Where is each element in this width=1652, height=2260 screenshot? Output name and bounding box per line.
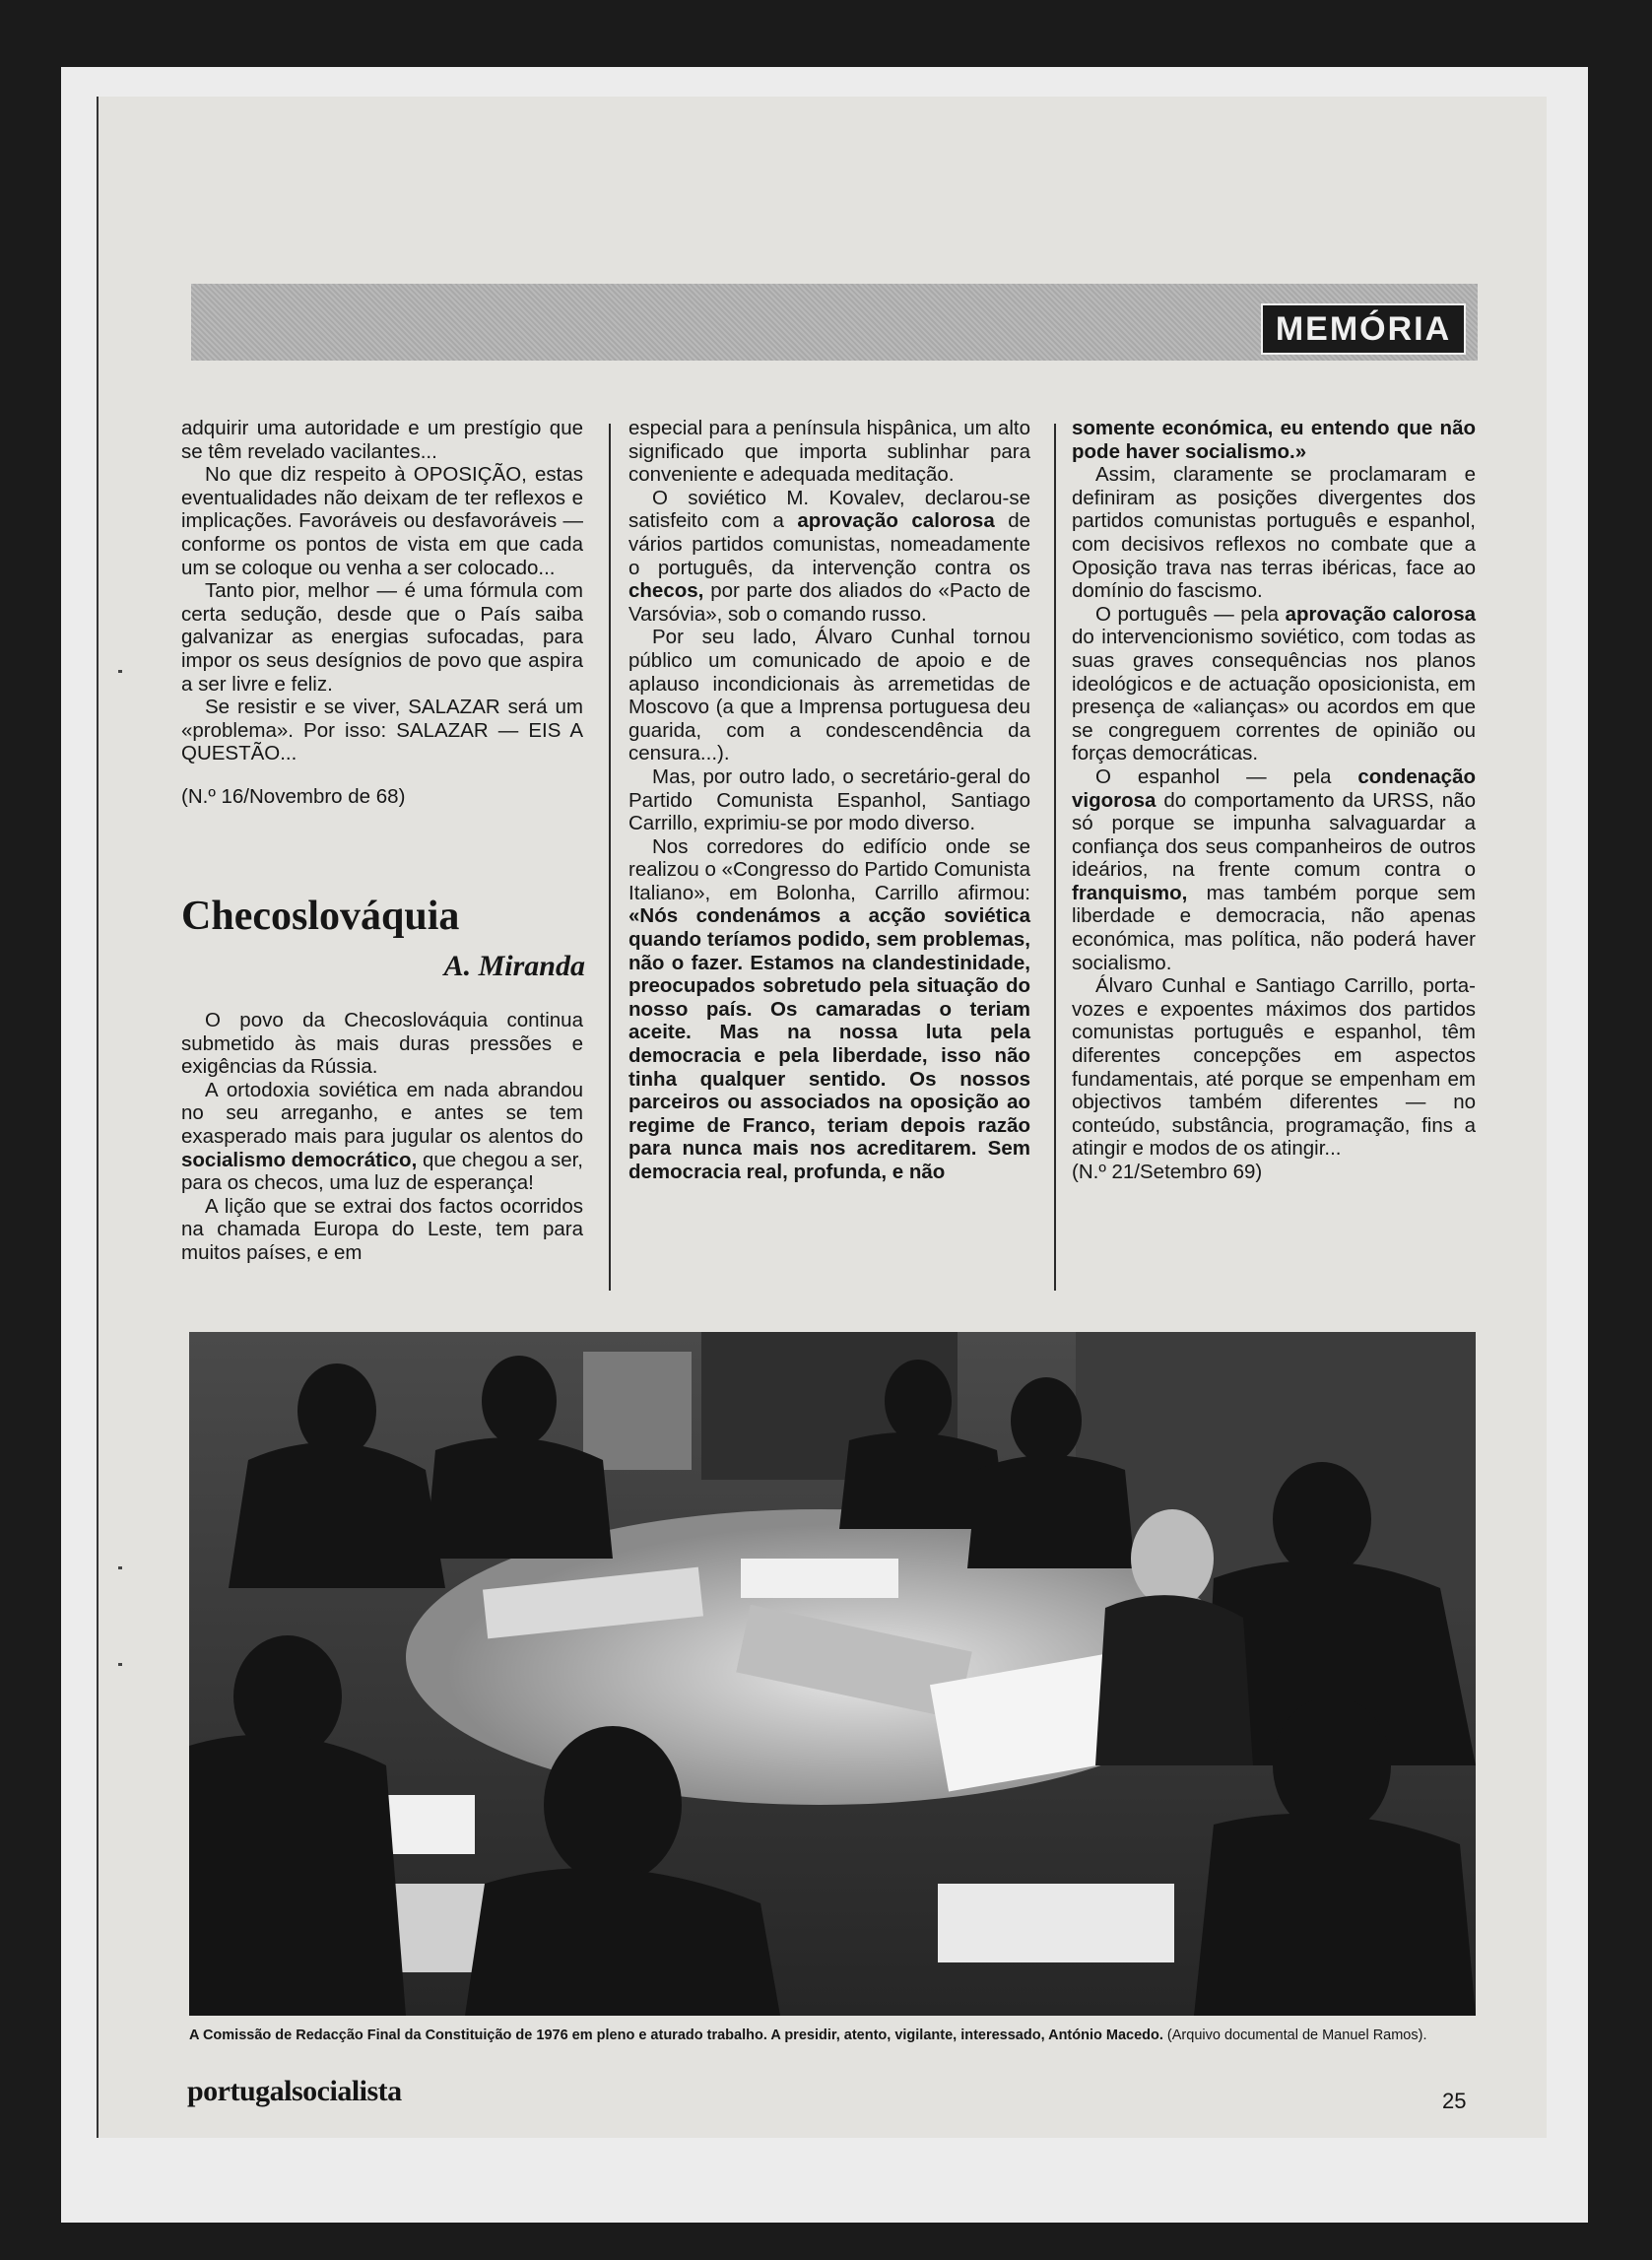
emphasis: socialismo democrático,	[181, 1148, 418, 1171]
paragraph: O povo da Checoslováquia continua submetido às mais duras pressões e exigências da Rússia.	[181, 1009, 583, 1079]
column-1-article	[181, 1009, 583, 1265]
paragraph: A ortodoxia soviética em nada abrandou no seu arreganho, e antes se tem exasperado mais para jugular os alentos do socialismo democrático, que chegou a ser, para os checos, uma luz de esperança!	[181, 1078, 583, 1195]
page-number: 25	[1442, 2089, 1467, 2113]
section-tag: MEMÓRIA	[1261, 303, 1466, 355]
emphasis: aprovação calorosa	[1285, 602, 1476, 626]
column-1	[181, 417, 583, 809]
column-divider	[1054, 424, 1056, 1291]
paragraph: especial para a península hispânica, um alto significado que importa sublinhar para conveniente e adequada meditação.	[628, 417, 1030, 487]
issue-reference: (N.º 21/Setembro 69)	[1072, 1161, 1263, 1183]
paragraph: Nos corredores do edifício onde se realizou o «Congresso do Partido Comunista Italiano», em Bolonha, Carrillo afirmou: «Nós condenámos a acção soviética quando teríamos podido, sem problemas, não o fazer. Estamos na clandestinidade, preocupados sobretudo pela situação do nosso país. Os camaradas o teriam aceite. Mas na nossa luta pela democracia e pela liberdade, isso não tinha qualquer sentido. Os nossos parceiros ou associados na oposição ao regime de Franco, teriam depois razão para nunca mais nos acreditarem. Sem democracia real, profunda, e não	[628, 834, 1030, 1183]
scan-mark	[118, 1663, 122, 1666]
paragraph: Tanto pior, melhor — é uma fórmula com certa sedução, desde que o País saiba galvanizar as energias sufocadas, para impor os seus desígnios de povo que aspira a ser livre e feliz.	[181, 579, 583, 696]
paragraph: O soviético M. Kovalev, declarou-se satisfeito com a aprovação calorosa de vários partidos comunistas, nomeadamente o português, da intervenção contra os checos, por parte dos aliados do «Pacto de Varsóvia», sob o comando russo.	[628, 486, 1030, 626]
paragraph: Por seu lado, Álvaro Cunhal tornou público um comunicado de apoio e de aplauso incondicionais às arremetidas de Moscovo (a que a Imprensa portuguesa deu guarida, com a condescendência da censura...).	[628, 626, 1030, 765]
paragraph: Mas, por outro lado, o secretário-geral do Partido Comunista Espanhol, Santiago Carrillo, exprimiu-se por modo diverso.	[628, 764, 1030, 835]
article-author: A. Miranda	[443, 950, 585, 982]
quote: somente económica, eu entendo que não pode haver socialismo.»	[1072, 417, 1476, 463]
scan-mark	[118, 670, 122, 673]
scan-mark	[118, 1566, 122, 1569]
paragraph: Se resistir e se viver, SALAZAR será um «problema». Por isso: SALAZAR — EIS A QUESTÃO...	[181, 696, 583, 765]
photo-caption: A Comissão de Redacção Final da Constituição de 1976 em pleno e aturado trabalho. A presidir, atento, vigilante, interessado, António Macedo. (Arquivo documental de Manuel Ramos).	[189, 2027, 1427, 2043]
photograph-image	[189, 1332, 1476, 2016]
publication-masthead: portugalsocialista	[187, 2075, 402, 2107]
paragraph: Álvaro Cunhal e Santiago Carrillo, porta-vozes e expoentes máximos dos partidos comunistas português e espanhol, têm diferentes concepções em aspectos fundamentais, até porque se empenham em objectivos também diferentes — no conteúdo, substância, programação, fins a atingir e modos de os atingir...	[1072, 974, 1476, 1161]
emphasis: checos,	[628, 579, 704, 603]
emphasis: franquismo,	[1072, 881, 1188, 904]
emphasis: aprovação calorosa	[797, 509, 995, 533]
column-2	[628, 417, 1030, 1184]
paragraph: No que diz respeito à OPOSIÇÃO, estas eventualidades não deixam de ter reflexos e implicações. Favoráveis ou desfavoráveis — conforme os pontos de vista em que cada um se coloque ou venha a ser colocado...	[181, 463, 583, 579]
emphasis: condenação vigorosa	[1072, 764, 1476, 812]
paragraph: A lição que se extrai dos factos ocorridos na chamada Europa do Leste, tem para muitos países, e em	[181, 1194, 583, 1264]
quote: «Nós condenámos a acção soviética quando teríamos podido, sem problemas, não o fazer. Estamos na clandestinidade, preocupados sobretudo pela situação do nosso país. Os camaradas o teriam aceite. Mas na nossa luta pela democracia e pela liberdade, isso não tinha qualquer sentido. Os nossos parceiros ou associados na oposição ao regime de Franco, teriam depois razão para nunca mais nos acreditarem. Sem democracia real, profunda, e não	[628, 904, 1030, 1183]
meeting-photograph	[189, 1332, 1476, 2016]
article-title: Checoslováquia	[181, 894, 460, 939]
column-3	[1072, 417, 1476, 1184]
issue-reference: (N.º 16/Novembro de 68)	[181, 784, 406, 808]
paragraph: adquirir uma autoridade e um prestígio que se têm revelado vacilantes...	[181, 417, 583, 463]
paragraph: O português — pela aprovação calorosa do intervencionismo soviético, com todas as suas graves consequências nos planos ideológicos e de actuação oposicionista, em presença de «alianças» ou acordos em que se congreguem correntes de opinião ou forças democráticas.	[1072, 602, 1476, 765]
paragraph	[1072, 417, 1476, 463]
paragraph: O espanhol — pela condenação vigorosa do comportamento da URSS, não só porque se impunha salvaguardar a confiança dos seus companheiros de outros ideários, na frente comum contra o franquismo, mas também porque sem liberdade e democracia, não apenas económica, mas política, não poderá haver socialismo.	[1072, 764, 1476, 974]
column-divider	[609, 424, 611, 1291]
paragraph: Assim, claramente se proclamaram e definiram as posições divergentes dos partidos comunistas português e espanhol, com decisivos reflexos no combate que a Oposição trava nas terras ibéricas, face ao domínio do fascismo.	[1072, 463, 1476, 603]
